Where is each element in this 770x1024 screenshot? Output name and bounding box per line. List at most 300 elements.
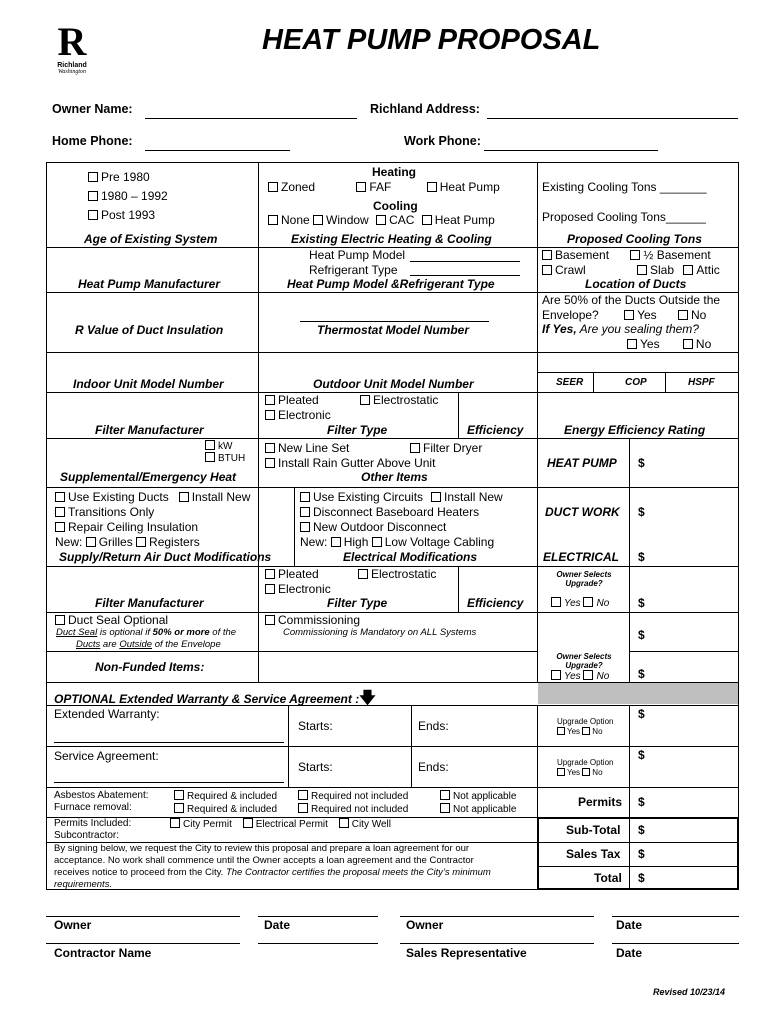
service-agreement-label: Service Agreement:	[54, 749, 159, 763]
cooling-window[interactable]	[313, 213, 369, 227]
label: Heat Pump	[439, 180, 500, 194]
duct-attic[interactable]	[683, 263, 719, 277]
service-agreement-field[interactable]	[54, 770, 284, 783]
label: No	[596, 671, 610, 682]
label: Commissioning	[278, 613, 361, 627]
age-post1993[interactable]	[88, 206, 168, 225]
label: Transitions Only	[68, 505, 155, 519]
label: No	[592, 768, 603, 777]
checkbox[interactable]	[298, 790, 308, 800]
richland-logo	[52, 19, 92, 80]
filter2-type-label: Filter Type	[327, 596, 388, 610]
checkbox[interactable]	[360, 395, 370, 405]
checkbox[interactable]	[431, 492, 441, 502]
upgrade-2-no[interactable]	[583, 671, 609, 682]
commissioning[interactable]	[265, 613, 360, 627]
logo-letter: R	[57, 19, 87, 64]
subtotal-label: Sub-Total	[566, 823, 621, 837]
duct-mods-list	[55, 490, 250, 550]
label: Filter Dryer	[423, 441, 483, 455]
label: Upgrade Option	[557, 758, 614, 767]
duct-grilles[interactable]	[86, 535, 133, 549]
elec-mods-label: Electrical Modifications	[343, 550, 478, 564]
checkbox[interactable]	[88, 191, 98, 201]
checkbox[interactable]	[298, 803, 308, 813]
service-starts-label: Starts:	[298, 760, 333, 774]
label: Yes	[637, 308, 657, 322]
label: Crawl	[555, 263, 586, 277]
label: Yes	[640, 337, 660, 351]
total-dollar[interactable]: $	[638, 871, 645, 885]
upgrade-1-options	[551, 597, 609, 609]
commissioning-note: Commissioning is Mandatory on ALL Systems	[283, 627, 477, 638]
owner-signature-line-1[interactable]	[46, 916, 240, 917]
contractor-line[interactable]	[46, 943, 240, 944]
rain-gutter[interactable]	[265, 456, 435, 470]
text: of the Envelope	[152, 639, 221, 650]
elec-high[interactable]	[331, 535, 369, 549]
text: By signing below, we request the City to review this proposal and prepare a loan agreement for our	[54, 843, 470, 854]
heating-options	[268, 180, 500, 194]
checkbox[interactable]	[440, 790, 450, 800]
label: Yes	[567, 768, 581, 777]
date-label-4: Date	[616, 946, 643, 960]
duct-seal-optional[interactable]	[55, 613, 168, 627]
heating-title: Heating	[372, 165, 417, 179]
commissioning-dollar[interactable]: $	[638, 628, 645, 642]
checkbox[interactable]	[300, 492, 310, 502]
label: Upgrade Option	[557, 717, 614, 726]
checkbox[interactable]	[583, 597, 593, 607]
checkbox[interactable]	[331, 537, 341, 547]
envelope-yes[interactable]	[624, 308, 657, 322]
checkbox[interactable]	[205, 440, 215, 450]
upgrade-1-dollar[interactable]: $	[638, 596, 645, 610]
checkbox[interactable]	[683, 265, 693, 275]
owner-name-field[interactable]	[145, 104, 357, 119]
label: No	[592, 727, 603, 736]
heat-pump-dollar[interactable]: $	[638, 456, 645, 470]
duct-registers[interactable]	[136, 535, 200, 549]
age-label: Age of Existing System	[84, 232, 218, 246]
label: Upgrade?	[565, 661, 603, 670]
sales-tax-dollar[interactable]: $	[638, 847, 645, 861]
non-funded-label: Non-Funded Items:	[95, 660, 205, 674]
label: New Outdoor Disconnect	[313, 520, 447, 534]
heat-pump-cost-label: HEAT PUMP	[547, 456, 617, 470]
age-pre1980[interactable]	[88, 168, 168, 187]
checkbox[interactable]	[440, 803, 450, 813]
checkbox[interactable]	[678, 310, 688, 320]
envelope-question: Are 50% of the Ducts Outside the	[542, 293, 721, 307]
sealing-no[interactable]	[683, 337, 711, 351]
checkbox[interactable]	[583, 670, 593, 680]
label: Electrical Permit	[255, 819, 328, 830]
checkbox[interactable]	[174, 803, 184, 813]
upgrade-2-yes[interactable]	[551, 671, 581, 682]
proposed-cooling-tons[interactable]: Proposed Cooling Tons______	[542, 210, 706, 224]
date-label-1: Date	[264, 918, 291, 932]
permits-labels	[54, 818, 131, 842]
label: Disconnect Baseboard Heaters	[313, 505, 480, 519]
owner-sig-label-2: Owner	[406, 918, 444, 932]
page-title: HEAT PUMP PROPOSAL	[262, 24, 601, 56]
duct-install-new[interactable]	[179, 490, 251, 504]
logo-script: Washington	[57, 69, 87, 75]
filter2-electronic[interactable]	[265, 582, 331, 596]
label: Required & included	[187, 804, 278, 815]
checkbox[interactable]	[358, 569, 368, 579]
label: Install Rain Gutter Above Unit	[278, 456, 436, 470]
supp-btuh[interactable]	[205, 452, 245, 464]
extended-warranty-label: Extended Warranty:	[54, 707, 160, 721]
down-arrow-icon: 🡇	[359, 690, 376, 707]
label: Not applicable	[453, 804, 517, 815]
checkbox[interactable]	[55, 615, 65, 625]
refrigerant-type-label: Refrigerant Type	[309, 263, 398, 277]
date-line-4[interactable]	[612, 943, 739, 944]
electrical-dollar[interactable]: $	[638, 550, 645, 564]
label: Electronic	[278, 582, 331, 596]
duct-new-label: New:	[55, 535, 83, 549]
text: is optional if	[97, 627, 153, 638]
service-upgrade	[557, 758, 613, 778]
checkbox[interactable]	[265, 395, 275, 405]
label: Furnace removal:	[54, 802, 132, 813]
label: Registers	[149, 535, 200, 549]
work-phone-field[interactable]	[484, 136, 658, 151]
label: Owner Selects	[556, 652, 612, 661]
r-value-label: R Value of Duct Insulation	[75, 323, 224, 337]
label: None	[281, 213, 310, 227]
cop-label: COP	[625, 377, 647, 388]
age-1980-1992[interactable]	[88, 187, 168, 206]
label: Slab	[650, 263, 675, 277]
label: Duct Seal Optional	[68, 613, 169, 627]
warranty-ends-label: Ends:	[418, 719, 449, 733]
text: acceptance. No work shall commence until the Owner accepts a loan agreement and the Contractor	[54, 855, 474, 866]
envelope-label: Envelope?	[542, 308, 599, 322]
refrigerant-type-field[interactable]	[410, 263, 520, 276]
checkbox[interactable]	[313, 215, 323, 225]
heating-faf[interactable]	[356, 180, 391, 194]
filter2-electrostatic[interactable]	[358, 567, 436, 581]
electrical-permit[interactable]	[243, 819, 328, 830]
energy-rating-label: Energy Efficiency Rating	[564, 423, 706, 437]
filter2-manufacturer-label: Filter Manufacturer	[95, 596, 204, 610]
checkbox[interactable]	[170, 818, 180, 828]
subtotal-dollar[interactable]: $	[638, 823, 645, 837]
cooling-none[interactable]	[268, 213, 310, 227]
label: Grilles	[98, 535, 133, 549]
outdoor-unit-label: Outdoor Unit Model Number	[313, 377, 474, 391]
elec-new-outdoor[interactable]	[300, 520, 503, 535]
label: Basement	[555, 248, 610, 262]
duct-mods-label: Supply/Return Air Duct Modifications	[59, 550, 272, 564]
label: Required not included	[311, 791, 409, 802]
duct-seal-note-2	[76, 639, 221, 650]
duct-crawl[interactable]	[542, 263, 586, 277]
extended-warranty-field[interactable]	[54, 730, 284, 743]
city-permit[interactable]	[170, 819, 232, 830]
heat-pump-manufacturer-label: Heat Pump Manufacturer	[78, 277, 221, 291]
text: of the	[209, 627, 237, 638]
sales-rep-line[interactable]	[400, 943, 594, 944]
label: Electrostatic	[371, 567, 437, 581]
existing-heating-label: Existing Electric Heating & Cooling	[291, 232, 492, 246]
asbestos-col2	[298, 790, 408, 816]
heating-heatpump[interactable]	[427, 180, 500, 194]
date-line-1[interactable]	[258, 916, 378, 917]
duct-basement[interactable]	[542, 248, 609, 262]
elec-low-voltage[interactable]	[372, 535, 494, 549]
duct-half-basement[interactable]	[630, 248, 710, 262]
heating-zoned[interactable]	[268, 180, 315, 194]
checkbox[interactable]	[265, 584, 275, 594]
checkbox[interactable]	[627, 339, 637, 349]
warranty-dollar[interactable]: $	[638, 707, 645, 721]
label: Yes	[564, 671, 581, 682]
checkbox[interactable]	[205, 452, 215, 462]
checkbox[interactable]	[55, 507, 65, 517]
checkbox[interactable]	[55, 522, 65, 532]
label: Subcontractor:	[54, 830, 120, 841]
checkbox[interactable]	[551, 670, 561, 680]
seer-label: SEER	[556, 377, 584, 388]
permits-options	[170, 818, 391, 830]
label: Post 1993	[101, 208, 156, 222]
home-phone-field[interactable]	[145, 136, 290, 151]
permits-total-label: Permits	[578, 795, 623, 809]
date-label-2: Date	[616, 918, 643, 932]
checkbox[interactable]	[136, 537, 146, 547]
checkbox[interactable]	[422, 215, 432, 225]
checkbox[interactable]	[86, 537, 96, 547]
filter-pleated[interactable]	[265, 393, 319, 407]
duct-slab[interactable]	[637, 263, 674, 277]
label: Electrostatic	[373, 393, 439, 407]
text: Outside	[119, 639, 153, 650]
label: Install New	[191, 490, 251, 504]
upgrade-1-yes[interactable]	[551, 598, 581, 609]
warranty-upgrade	[557, 717, 613, 737]
efficiency-label: Efficiency	[467, 423, 524, 437]
label: Permits Included:	[54, 818, 132, 829]
duct-seal-note-1	[56, 627, 236, 638]
checkbox[interactable]	[88, 210, 98, 220]
label: Use Existing Ducts	[68, 490, 169, 504]
sealing-yes[interactable]	[627, 337, 660, 351]
owner-upgrade-1	[540, 570, 628, 588]
total-label: Total	[594, 871, 622, 885]
text: are	[100, 639, 120, 650]
checkbox[interactable]	[624, 310, 634, 320]
label: Upgrade?	[565, 579, 603, 588]
checkbox[interactable]	[557, 727, 565, 735]
checkbox[interactable]	[339, 818, 349, 828]
duct-transitions[interactable]	[55, 505, 250, 520]
heat-pump-model-label: Heat Pump Model	[309, 248, 406, 262]
existing-cooling-tons[interactable]: Existing Cooling Tons _______	[542, 180, 707, 194]
checkbox[interactable]	[551, 597, 561, 607]
label: kW	[218, 441, 233, 452]
elec-new-label: New:	[300, 535, 328, 549]
duct-use-existing[interactable]	[55, 490, 169, 504]
warranty-starts-label: Starts:	[298, 719, 333, 733]
filter-type-label: Filter Type	[327, 423, 388, 437]
ducts-location-row1	[542, 248, 711, 262]
checkbox[interactable]	[88, 172, 98, 182]
cooling-cac[interactable]	[376, 213, 414, 227]
label: OPTIONAL Extended Warranty & Service Agreement :	[54, 692, 360, 706]
checkbox[interactable]	[265, 410, 275, 420]
filter-electronic[interactable]	[265, 408, 331, 422]
checkbox[interactable]	[410, 443, 420, 453]
permits-dollar[interactable]: $	[638, 795, 645, 809]
label: FAF	[369, 180, 392, 194]
asbestos-labels	[54, 790, 149, 814]
label: Required & included	[187, 791, 278, 802]
work-phone-label: Work Phone:	[404, 134, 481, 148]
logo-name: Richland	[57, 62, 87, 69]
checkbox[interactable]	[683, 339, 693, 349]
cooling-options	[268, 213, 495, 227]
checkbox[interactable]	[582, 727, 590, 735]
supp-kw[interactable]	[205, 440, 232, 452]
label: Yes	[564, 598, 581, 609]
optional-shaded	[538, 683, 738, 704]
checkbox[interactable]	[265, 569, 275, 579]
richland-address-field[interactable]	[487, 104, 738, 119]
label: City Well	[351, 819, 391, 830]
checkbox[interactable]	[300, 507, 310, 517]
hp-model-refrigerant-label: Heat Pump Model &Refrigerant Type	[287, 277, 495, 291]
elec-install-new[interactable]	[431, 490, 503, 504]
label: Electronic	[278, 408, 331, 422]
label: Yes	[567, 727, 581, 736]
checkbox[interactable]	[376, 215, 386, 225]
owner-sig-label-1: Owner	[54, 918, 92, 932]
label: Pleated	[278, 393, 319, 407]
elec-use-circuits[interactable]	[300, 490, 423, 504]
checkbox[interactable]	[265, 458, 275, 468]
elec-disconnect-bb[interactable]	[300, 505, 503, 520]
filter2-pleated[interactable]	[265, 567, 319, 581]
checkbox[interactable]	[265, 443, 275, 453]
electrical-cost-label: ELECTRICAL	[543, 550, 619, 564]
envelope-row	[542, 308, 706, 322]
location-of-ducts-label: Location of Ducts	[585, 277, 687, 291]
checkbox[interactable]	[265, 615, 275, 625]
city-well[interactable]	[339, 819, 391, 830]
thermostat-label: Thermostat Model Number	[317, 323, 470, 337]
home-phone-label: Home Phone:	[52, 134, 133, 148]
filter-manufacturer-label: Filter Manufacturer	[95, 423, 204, 437]
text: requirements.	[54, 879, 113, 890]
checkbox[interactable]	[55, 492, 65, 502]
label: No	[690, 308, 707, 322]
duct-repair[interactable]	[55, 520, 250, 535]
upgrade-1-no[interactable]	[583, 598, 609, 609]
revised-date: Revised 10/23/14	[653, 987, 726, 997]
checkbox[interactable]	[637, 265, 647, 275]
thermostat-field[interactable]	[300, 307, 489, 322]
owner-name-label: Owner Name:	[52, 102, 133, 116]
label: Use Existing Circuits	[313, 490, 424, 504]
sealing-options	[627, 337, 711, 351]
label: Are you sealing them?	[576, 322, 699, 336]
envelope-no[interactable]	[678, 308, 706, 322]
service-ends-label: Ends:	[418, 760, 449, 774]
label: Asbestos Abatement:	[54, 790, 149, 801]
filter-electrostatic[interactable]	[360, 393, 438, 407]
asbestos-col3	[440, 790, 516, 816]
checkbox[interactable]	[542, 250, 552, 260]
checkbox[interactable]	[268, 182, 278, 192]
service-dollar[interactable]: $	[638, 748, 645, 762]
label: If Yes,	[542, 322, 577, 336]
checkbox[interactable]	[427, 182, 437, 192]
label: Heat Pump	[434, 213, 495, 227]
date-line-3[interactable]	[258, 943, 378, 944]
checkbox[interactable]	[174, 790, 184, 800]
checkbox[interactable]	[557, 768, 565, 776]
label: 1980 – 1992	[101, 189, 168, 203]
duct-work-dollar[interactable]: $	[638, 505, 645, 519]
upgrade-2-dollar[interactable]: $	[638, 667, 645, 681]
sales-tax-label: Sales Tax	[566, 847, 621, 861]
checkbox[interactable]	[372, 537, 382, 547]
signing-statement	[54, 843, 534, 891]
hspf-label: HSPF	[688, 377, 715, 388]
checkbox[interactable]	[300, 522, 310, 532]
label: ½ Basement	[643, 248, 711, 262]
label: No	[695, 337, 712, 351]
checkbox[interactable]	[630, 250, 640, 260]
label: Zoned	[281, 180, 316, 194]
cooling-heatpump[interactable]	[422, 213, 495, 227]
text: The Contractor certifies the proposal meets the City’s minimum	[225, 867, 491, 878]
label: Repair Ceiling Insulation	[68, 520, 199, 534]
label: Low Voltage Cabling	[384, 535, 495, 549]
label: Pre 1980	[101, 170, 150, 184]
ducts-location-row2	[542, 263, 720, 277]
label: New Line Set	[278, 441, 350, 455]
checkbox[interactable]	[582, 768, 590, 776]
new-line-set[interactable]	[265, 441, 349, 455]
filter-dryer[interactable]	[410, 441, 482, 455]
owner-upgrade-2	[540, 652, 628, 670]
checkbox[interactable]	[268, 215, 278, 225]
label: Attic	[696, 263, 720, 277]
elec-mods-list	[300, 490, 503, 550]
heat-pump-model-field[interactable]	[410, 248, 520, 262]
date-line-2[interactable]	[612, 916, 739, 917]
label: City Permit	[183, 819, 232, 830]
checkbox[interactable]	[356, 182, 366, 192]
label: Install New	[444, 490, 503, 504]
label: Required not included	[311, 804, 409, 815]
checkbox[interactable]	[179, 492, 189, 502]
checkbox[interactable]	[542, 265, 552, 275]
checkbox[interactable]	[243, 818, 253, 828]
other-items-label: Other Items	[361, 470, 428, 484]
label: CAC	[389, 213, 415, 227]
owner-signature-line-2[interactable]	[400, 916, 594, 917]
upgrade-2-options	[551, 670, 609, 682]
label: No	[596, 598, 610, 609]
label: Not applicable	[453, 791, 517, 802]
